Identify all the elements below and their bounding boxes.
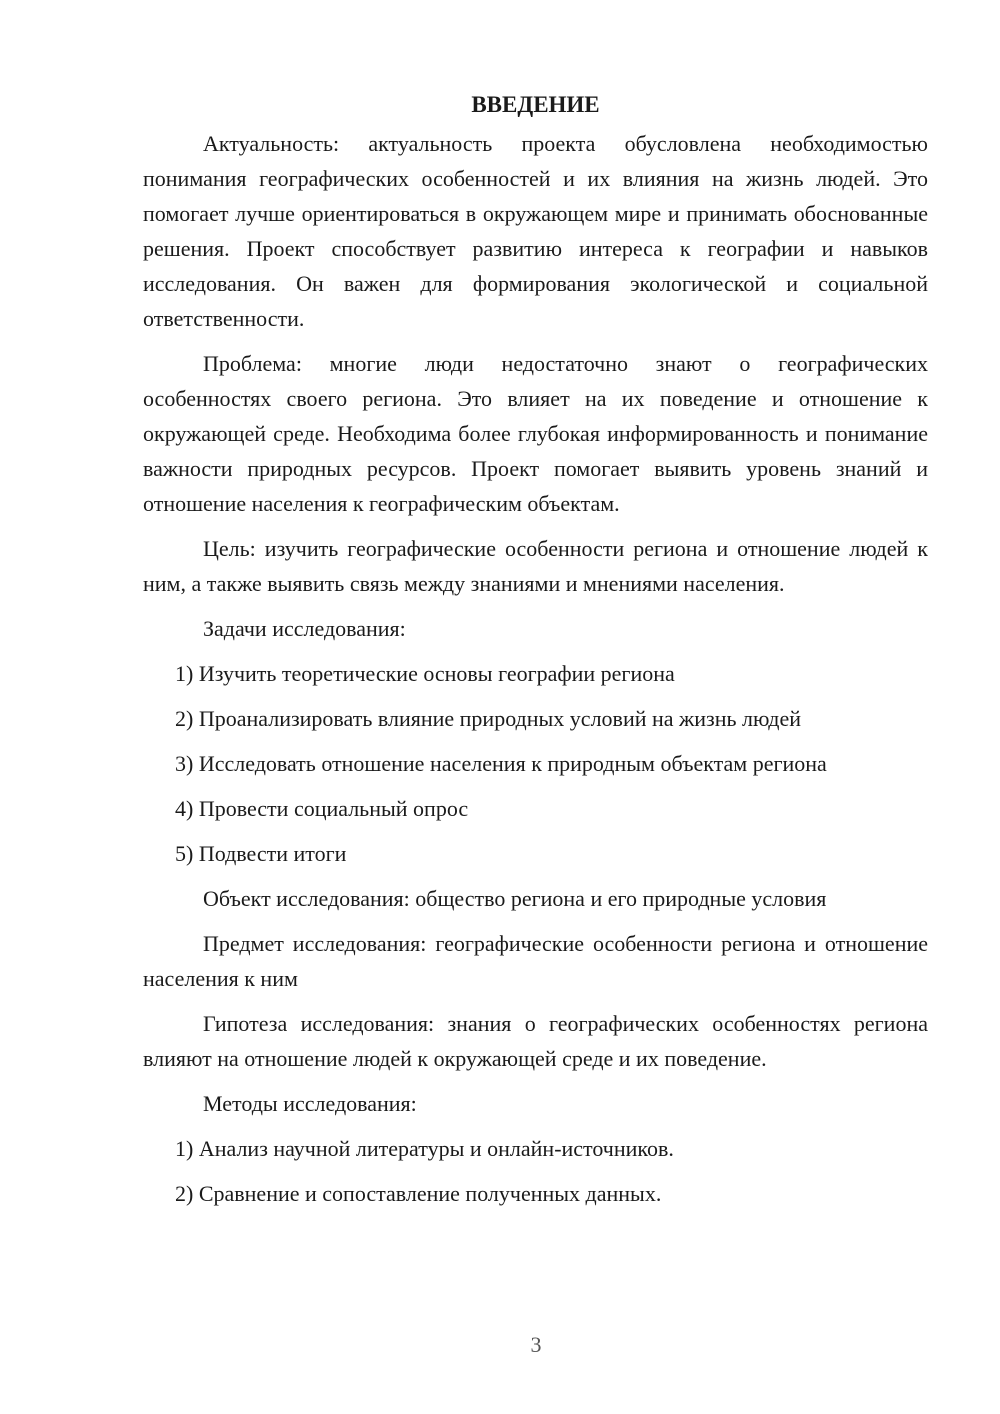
tasks-heading: Задачи исследования: [203,616,406,641]
paragraph-relevance: Актуальность: актуальность проекта обусловлена необходимостью понимания географических особенностей и их влияния на жизнь людей. Это помогает лучше ориентироваться в окружающем мире и принимать обоснованные решения. Проект способствует развитию интереса к географии и навыков исследования. Он важен для формирования экологической и социальной ответственности. [143,131,928,331]
document-page [143,90,928,1221]
paragraph-hypothesis: Гипотеза исследования: знания о географических особенностях региона влияют на отношение людей к окружающей среде и их поведение. [143,1011,928,1071]
methods-heading: Методы исследования: [203,1091,417,1116]
paragraph-subject: Предмет исследования: географические особенности региона и отношение населения к ним [143,931,928,991]
task-item: 1) Изучить теоретические основы географии региона [175,661,675,686]
task-item: 2) Проанализировать влияние природных условий на жизнь людей [175,706,802,731]
task-item: 3) Исследовать отношение населения к природным объектам региона [175,751,827,776]
paragraph-problem: Проблема: многие люди недостаточно знают о географических особенностях своего региона. Это влияет на их поведение и отношение к окружающей среде. Необходима более глубокая информированность и понимание важности природных ресурсов. Проект помогает выявить уровень знаний и отношение населения к географическим объектам. [143,351,928,516]
task-item: 4) Провести социальный опрос [175,796,469,821]
method-item: 2) Сравнение и сопоставление полученных данных. [175,1181,662,1206]
method-item: 1) Анализ научной литературы и онлайн-источников. [175,1136,674,1161]
paragraph-object: Объект исследования: общество региона и его природные условия [203,886,827,911]
page-number: 3 [530,1332,542,1357]
paragraph-goal: Цель: изучить географические особенности региона и отношение людей к ним, а также выявить связь между знаниями и мнениями населения. [143,536,928,596]
task-item: 5) Подвести итоги [175,841,347,866]
section-title: ВВЕДЕНИЕ [471,92,600,117]
